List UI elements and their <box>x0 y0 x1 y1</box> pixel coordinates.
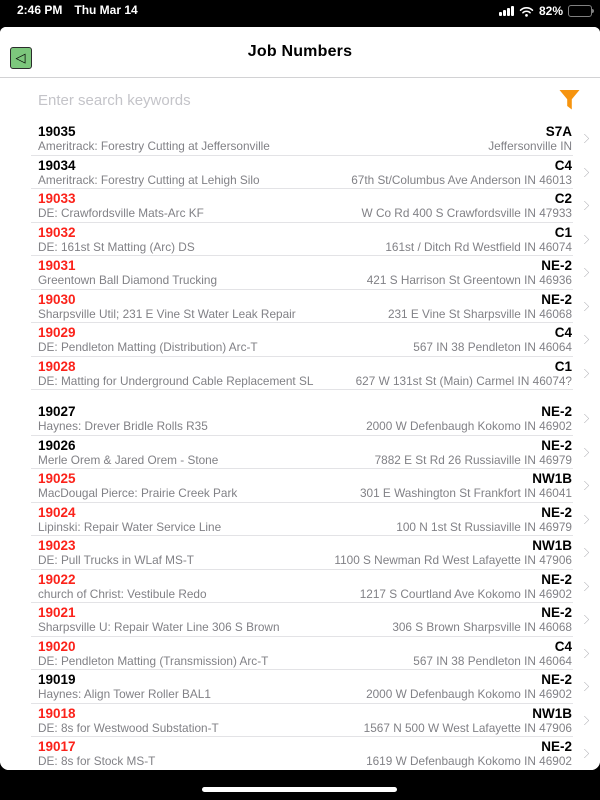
job-code: NW1B <box>532 471 572 486</box>
job-row[interactable] <box>0 637 600 671</box>
job-row-right <box>388 292 572 322</box>
job-location: 567 IN 38 Pendleton IN 46064 <box>413 653 572 668</box>
job-title: Sharpsville U: Repair Water Line 306 S Brown <box>38 621 280 634</box>
chevron-right-icon <box>576 750 592 757</box>
job-row[interactable] <box>0 290 600 324</box>
job-row-left <box>38 404 366 434</box>
job-row-right <box>367 258 572 288</box>
job-title: Greentown Ball Diamond Trucking <box>38 274 218 287</box>
job-code: C1 <box>554 224 572 240</box>
job-number: 19032 <box>38 224 76 240</box>
search-input[interactable] <box>38 92 549 109</box>
cellular-signal-icon <box>499 6 514 16</box>
back-triangle-icon: ◁ <box>15 50 26 65</box>
job-row-left <box>38 158 351 188</box>
battery-percent: 82% <box>538 4 563 18</box>
filter-funnel-icon <box>559 89 580 111</box>
job-number: 19027 <box>38 404 76 419</box>
chevron-right-icon <box>576 449 592 456</box>
job-location: W Co Rd 400 S Crawfordsville IN 47933 <box>361 206 572 220</box>
job-row-right <box>366 672 572 702</box>
job-location: 67th St/Columbus Ave Anderson IN 46013 <box>351 172 572 187</box>
chevron-right-icon <box>576 683 592 690</box>
wifi-icon <box>519 6 534 17</box>
job-number: 19030 <box>38 291 76 307</box>
section-gap <box>0 390 600 402</box>
job-row[interactable] <box>0 436 600 470</box>
job-row-left <box>38 672 366 702</box>
status-time: 2:46 PM <box>17 3 63 17</box>
chevron-right-icon <box>576 650 592 657</box>
job-code: NE-2 <box>541 571 572 587</box>
job-code: C2 <box>554 191 572 206</box>
job-list <box>0 122 600 770</box>
job-number: 19028 <box>38 358 76 374</box>
job-title: DE: Pendleton Matting (Transmission) Arc-T <box>38 654 269 668</box>
back-button[interactable] <box>10 47 32 69</box>
job-title: Lipinski: Repair Water Service Line <box>38 520 222 534</box>
job-row-left <box>38 739 366 769</box>
job-title: church of Christ: Vestibule Redo <box>38 587 207 601</box>
job-row-right <box>396 505 572 535</box>
job-location: Jeffersonville IN <box>488 139 572 153</box>
job-row-right <box>351 158 572 188</box>
job-row[interactable] <box>0 704 600 738</box>
chevron-right-icon <box>576 415 592 422</box>
job-code: C4 <box>554 325 572 340</box>
job-location: 100 N 1st St Russiaville IN 46979 <box>396 519 572 534</box>
job-row-right <box>392 605 572 635</box>
job-row-right <box>362 191 572 221</box>
job-number: 19026 <box>38 437 76 453</box>
job-number: 19035 <box>38 124 76 139</box>
job-row-left <box>38 225 385 255</box>
chevron-right-icon <box>576 303 592 310</box>
job-location: 1217 S Courtland Ave Kokomo IN 46902 <box>359 586 572 601</box>
job-code: S7A <box>545 124 572 139</box>
job-row-right <box>488 124 572 154</box>
job-code: NE-2 <box>541 672 572 687</box>
job-number: 19021 <box>38 605 76 620</box>
job-number: 19019 <box>38 672 76 687</box>
job-title: DE: Matting for Underground Cable Replacement SL <box>38 374 314 388</box>
job-location: 161st / Ditch Rd Westfield IN 46074 <box>385 239 572 254</box>
chevron-right-icon <box>576 549 592 556</box>
app-window <box>0 27 600 770</box>
job-title: MacDougal Pierce: Prairie Creek Park <box>38 487 238 500</box>
job-row-right <box>334 538 572 568</box>
job-row[interactable] <box>0 603 600 637</box>
job-location: 1100 S Newman Rd West Lafayette IN 47906 <box>334 553 572 567</box>
job-row-left <box>38 191 362 221</box>
chevron-right-icon <box>576 717 592 724</box>
job-row-left <box>38 325 413 355</box>
job-row-right <box>360 471 572 501</box>
chevron-right-icon <box>576 336 592 343</box>
job-group <box>0 122 600 390</box>
job-number: 19033 <box>38 191 76 206</box>
job-title: Haynes: Drever Bridle Rolls R35 <box>38 420 208 433</box>
chevron-right-icon <box>576 583 592 590</box>
job-location: 2000 W Defenbaugh Kokomo IN 46902 <box>366 687 572 701</box>
job-code: NE-2 <box>541 739 572 754</box>
chevron-right-icon <box>576 269 592 276</box>
job-code: C4 <box>554 157 572 173</box>
job-row-right <box>375 438 572 468</box>
job-row[interactable] <box>0 122 600 156</box>
job-title: DE: Crawfordsville Mats-Arc KF <box>38 207 204 220</box>
chevron-right-icon <box>576 169 592 176</box>
job-number: 19031 <box>38 258 76 273</box>
job-title: DE: Pull Trucks in WLaf MS-T <box>38 554 195 567</box>
job-title: DE: 8s for Westwood Substation-T <box>38 721 219 735</box>
job-row[interactable] <box>0 189 600 223</box>
job-row-right <box>385 225 572 255</box>
job-number: 19020 <box>38 638 76 654</box>
job-row[interactable] <box>0 503 600 537</box>
job-title: DE: 8s for Stock MS-T <box>38 755 156 768</box>
chevron-right-icon <box>576 370 592 377</box>
job-title: Ameritrack: Forestry Cutting at Jeffersonville <box>38 140 270 153</box>
job-number: 19023 <box>38 538 76 553</box>
job-code: NE-2 <box>541 437 572 453</box>
job-row-left <box>38 124 488 154</box>
job-row[interactable] <box>0 536 600 570</box>
job-location: 306 S Brown Sharpsville IN 46068 <box>392 620 572 634</box>
navigation-bar <box>0 27 600 78</box>
chevron-right-icon <box>576 616 592 623</box>
job-number: 19025 <box>38 471 76 486</box>
job-group <box>0 402 600 770</box>
job-location: 1619 W Defenbaugh Kokomo IN 46902 <box>366 754 572 768</box>
job-row-right <box>366 739 572 769</box>
job-row-left <box>38 605 392 635</box>
job-code: NE-2 <box>541 605 572 620</box>
chevron-right-icon <box>576 202 592 209</box>
job-title: DE: Pendleton Matting (Distribution) Arc-T <box>38 341 258 354</box>
status-bar <box>0 0 600 27</box>
job-number: 19018 <box>38 705 76 721</box>
job-row-left <box>38 258 367 288</box>
job-location: 7882 E St Rd 26 Russiaville IN 46979 <box>374 452 572 467</box>
home-indicator[interactable] <box>202 787 397 792</box>
job-row[interactable] <box>0 357 600 391</box>
job-row-right <box>413 325 572 355</box>
job-title: Haynes: Align Tower Roller BAL1 <box>38 688 211 701</box>
job-code: NW1B <box>532 705 572 721</box>
job-code: NE-2 <box>541 404 572 419</box>
job-number: 19029 <box>38 325 76 340</box>
battery-icon <box>568 5 592 17</box>
job-row-left <box>38 292 388 322</box>
job-row-right <box>356 359 572 389</box>
job-row[interactable] <box>0 223 600 257</box>
job-row[interactable] <box>0 469 600 503</box>
job-row[interactable] <box>0 256 600 290</box>
job-row-right <box>413 639 572 669</box>
job-row-left <box>38 359 356 389</box>
job-code: C4 <box>554 638 572 654</box>
job-row[interactable] <box>0 402 600 436</box>
page-title: Job Numbers <box>247 43 353 60</box>
job-row-right <box>364 706 572 736</box>
chevron-right-icon <box>576 516 592 523</box>
job-row-left <box>38 505 396 535</box>
job-location: 301 E Washington St Frankfort IN 46041 <box>359 486 572 500</box>
filter-button[interactable] <box>559 89 580 111</box>
job-location: 1567 N 500 W West Lafayette IN 47906 <box>363 720 572 735</box>
job-title: Ameritrack: Forestry Cutting at Lehigh Silo <box>38 173 260 187</box>
job-row[interactable] <box>0 570 600 604</box>
job-location: 231 E Vine St Sharpsville IN 46068 <box>387 306 572 321</box>
job-row-left <box>38 572 360 602</box>
job-location: 421 S Harrison St Greentown IN 46936 <box>366 273 572 287</box>
job-row[interactable] <box>0 323 600 357</box>
job-row[interactable] <box>0 156 600 190</box>
job-location: 567 IN 38 Pendleton IN 46064 <box>413 340 572 354</box>
job-location: 627 W 131st St (Main) Carmel IN 46074? <box>355 373 572 388</box>
job-row-left <box>38 438 375 468</box>
job-title: DE: 161st St Matting (Arc) DS <box>38 240 195 254</box>
chevron-right-icon <box>576 135 592 142</box>
job-row-right <box>360 572 572 602</box>
job-row-left <box>38 471 360 501</box>
job-code: NE-2 <box>541 258 572 273</box>
job-row-left <box>38 639 413 669</box>
job-row[interactable] <box>0 737 600 770</box>
job-location: 2000 W Defenbaugh Kokomo IN 46902 <box>366 419 572 433</box>
job-number: 19022 <box>38 571 76 587</box>
job-code: NE-2 <box>541 504 572 520</box>
bottom-bar <box>0 770 600 800</box>
search-bar <box>0 78 600 122</box>
job-row[interactable] <box>0 670 600 704</box>
job-code: NE-2 <box>541 291 572 307</box>
job-row-right <box>366 404 572 434</box>
status-date: Thu Mar 14 <box>74 3 138 17</box>
chevron-right-icon <box>576 482 592 489</box>
job-row-left <box>38 538 334 568</box>
job-title: Sharpsville Util; 231 E Vine St Water Leak Repair <box>38 307 296 321</box>
job-row-left <box>38 706 364 736</box>
job-number: 19017 <box>38 739 76 754</box>
job-code: NW1B <box>532 538 572 553</box>
job-number: 19024 <box>38 504 76 520</box>
job-code: C1 <box>554 358 572 374</box>
job-title: Merle Orem & Jared Orem - Stone <box>38 453 219 467</box>
chevron-right-icon <box>576 236 592 243</box>
job-number: 19034 <box>38 157 76 173</box>
